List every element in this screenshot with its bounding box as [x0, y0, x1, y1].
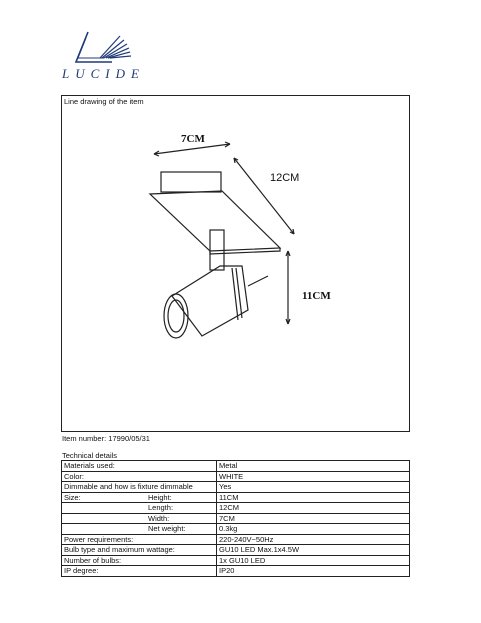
spec-value: 12CM: [217, 503, 410, 514]
table-row: [62, 534, 410, 545]
fixture-line-drawing: [62, 96, 411, 433]
spec-sublabel: Height:: [148, 492, 172, 502]
spec-label: Bulb type and maximum wattage:: [62, 545, 217, 556]
spec-label: Materials used:: [62, 461, 217, 472]
table-row: [62, 555, 410, 566]
spec-value: 1x GU10 LED: [217, 555, 410, 566]
spec-group-label: Size:: [64, 492, 81, 502]
table-row: [62, 461, 410, 472]
spec-sublabel: Net weight:: [148, 524, 186, 533]
spec-sublabel: Width:: [148, 513, 170, 523]
logo-wordmark: LUCIDE: [62, 66, 145, 81]
spec-label: IP degree:: [62, 566, 217, 577]
spec-label: Color:: [62, 471, 217, 482]
table-row: [62, 545, 410, 556]
drawing-title: Line drawing of the item: [64, 97, 144, 106]
table-row: [62, 524, 410, 535]
spec-label: [62, 492, 217, 503]
spec-label: Dimmable and how is fixture dimmable: [62, 482, 217, 493]
spec-value: IP20: [217, 566, 410, 577]
table-row: [62, 566, 410, 577]
line-drawing-panel: [61, 95, 410, 432]
spec-value: Yes: [217, 482, 410, 493]
spec-value: 7CM: [217, 513, 410, 524]
dimension-height-label: 11CM: [302, 290, 331, 302]
spec-value: 11CM: [217, 492, 410, 503]
table-row: [62, 482, 410, 493]
table-row: [62, 492, 410, 503]
spec-label: Power requirements:: [62, 534, 217, 545]
spec-value: 220-240V~50Hz: [217, 534, 410, 545]
dimension-width-label: 7CM: [181, 133, 205, 145]
spec-value: GU10 LED Max.1x4.5W: [217, 545, 410, 556]
table-row: [62, 471, 410, 482]
dimension-length-label: 12CM: [270, 172, 300, 184]
table-row: [62, 503, 410, 514]
table-row: [62, 513, 410, 524]
spec-value: 0.3kg: [217, 524, 410, 535]
spec-value: WHITE: [217, 471, 410, 482]
technical-details-title: Technical details: [62, 451, 118, 460]
technical-details-table: [61, 460, 410, 577]
spec-label: [62, 503, 217, 514]
spec-label: [62, 524, 217, 535]
spec-value: Metal: [217, 461, 410, 472]
spec-label: [62, 513, 217, 524]
spec-sublabel: Length:: [148, 503, 174, 512]
item-number: Item number: 17990/05/31: [62, 434, 150, 443]
spec-label: Number of bulbs:: [62, 555, 217, 566]
